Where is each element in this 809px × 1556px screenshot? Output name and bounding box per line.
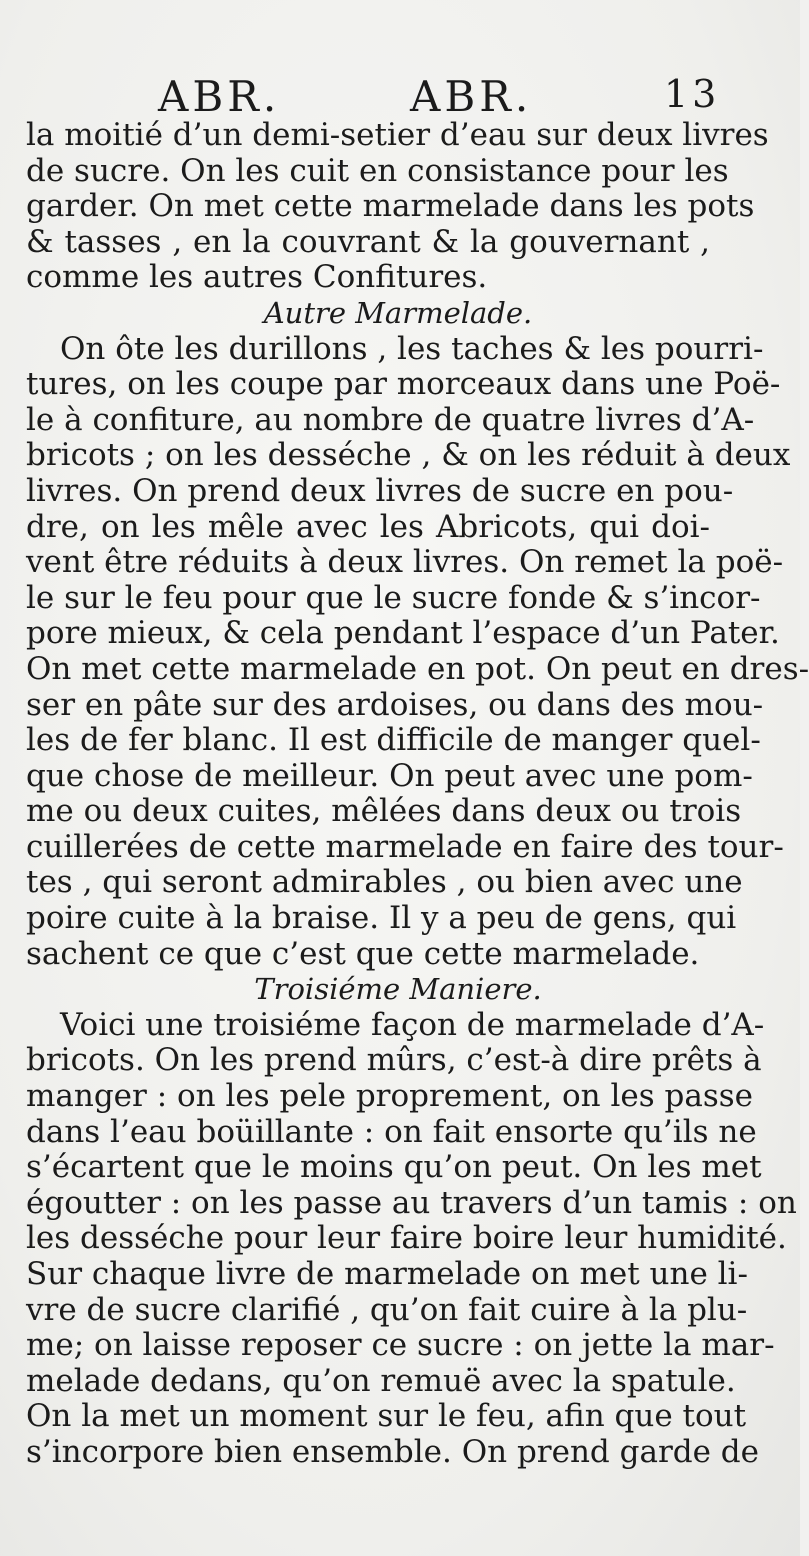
text-line: garder. On met cette marmelade dans les pots xyxy=(26,188,755,225)
text-line: manger : on les pele proprement, on les passe xyxy=(26,1078,754,1115)
text-line: Sur chaque livre de marmelade on met une li- xyxy=(26,1256,748,1292)
text-line: dans l’eau boüillante : on fait ensorte qu’ils ne xyxy=(26,1113,757,1150)
text-line: livres. On prend deux livres de sucre en pou- xyxy=(26,472,734,509)
text-line: dre, on les mêle avec les Abricots, qui doi- xyxy=(26,508,710,545)
text-line: me; on laisse reposer ce sucre : on jette la mar- xyxy=(26,1327,775,1364)
text-line: melade dedans, qu’on remuë avec la spatule. xyxy=(26,1362,736,1399)
text-line: bricots ; on les desséche , & on les réduit à deux xyxy=(26,437,791,474)
text-line: les de fer blanc. Il est difficile de manger quel- xyxy=(26,722,761,759)
section-heading: Troisiéme Maniere. xyxy=(254,972,542,1007)
text-line: s’écartent que le moins qu’on peut. On les met xyxy=(26,1149,762,1186)
text-line: cuillerées de cette marmelade en faire des tour- xyxy=(26,828,784,865)
text-line: que chose de meilleur. On peut avec une pom- xyxy=(26,757,753,794)
text-line: me ou deux cuites, mêlées dans deux ou trois xyxy=(26,793,742,830)
running-header xyxy=(0,72,800,122)
page-body xyxy=(26,117,809,1471)
text-line: comme les autres Confitures. xyxy=(26,259,488,296)
text-line: On met cette marmelade en pot. On peut en dres- xyxy=(26,650,809,687)
text-line: les desséche pour leur faire boire leur humidité. xyxy=(26,1220,787,1257)
text-line: égoutter : on les passe au travers d’un tamis : on xyxy=(26,1184,797,1221)
text-line: bricots. On les prend mûrs, c’est-à dire prêts à xyxy=(26,1042,762,1079)
header-left: ABR. xyxy=(158,72,281,121)
text-line: de sucre. On les cuit en consistance pour les xyxy=(26,152,729,189)
text-line: poire cuite à la braise. Il y a peu de gens, qui xyxy=(26,900,737,937)
text-line: la moitié d’un demi-setier d’eau sur deux livres xyxy=(26,117,769,153)
header-center: ABR. xyxy=(410,72,533,121)
text-line: sachent ce que c’est que cette marmelade. xyxy=(26,935,700,972)
text-line: pore mieux, & cela pendant l’espace d’un Pater. xyxy=(26,615,780,652)
text-line: & tasses , en la couvrant & la gouvernant , xyxy=(26,223,710,260)
text-line: le sur le feu pour que le sucre fonde & s’incor- xyxy=(26,579,761,616)
section-heading: Autre Marmelade. xyxy=(263,295,533,330)
text-line: On la met un moment sur le feu, afin que tout xyxy=(26,1398,747,1435)
text-line: le à confiture, au nombre de quatre livres d’A- xyxy=(26,401,755,438)
text-line: ser en pâte sur des ardoises, ou dans des mou- xyxy=(26,686,764,723)
text-line: tes , qui seront admirables , ou bien avec une xyxy=(26,864,743,901)
text-line: vre de sucre clarifié , qu’on fait cuire à la plu- xyxy=(26,1291,748,1328)
text-line: tures, on les coupe par morceaux dans une Poë- xyxy=(26,366,781,403)
text-line: On ôte les durillons , les taches & les pourri- xyxy=(60,330,764,367)
page-number: 13 xyxy=(664,72,721,116)
text-line: Voici une troisiéme façon de marmelade d’A- xyxy=(60,1006,765,1043)
text-line: vent être réduits à deux livres. On remet la poë- xyxy=(26,544,784,581)
text-line: s’incorpore bien ensemble. On prend garde de xyxy=(26,1433,759,1470)
